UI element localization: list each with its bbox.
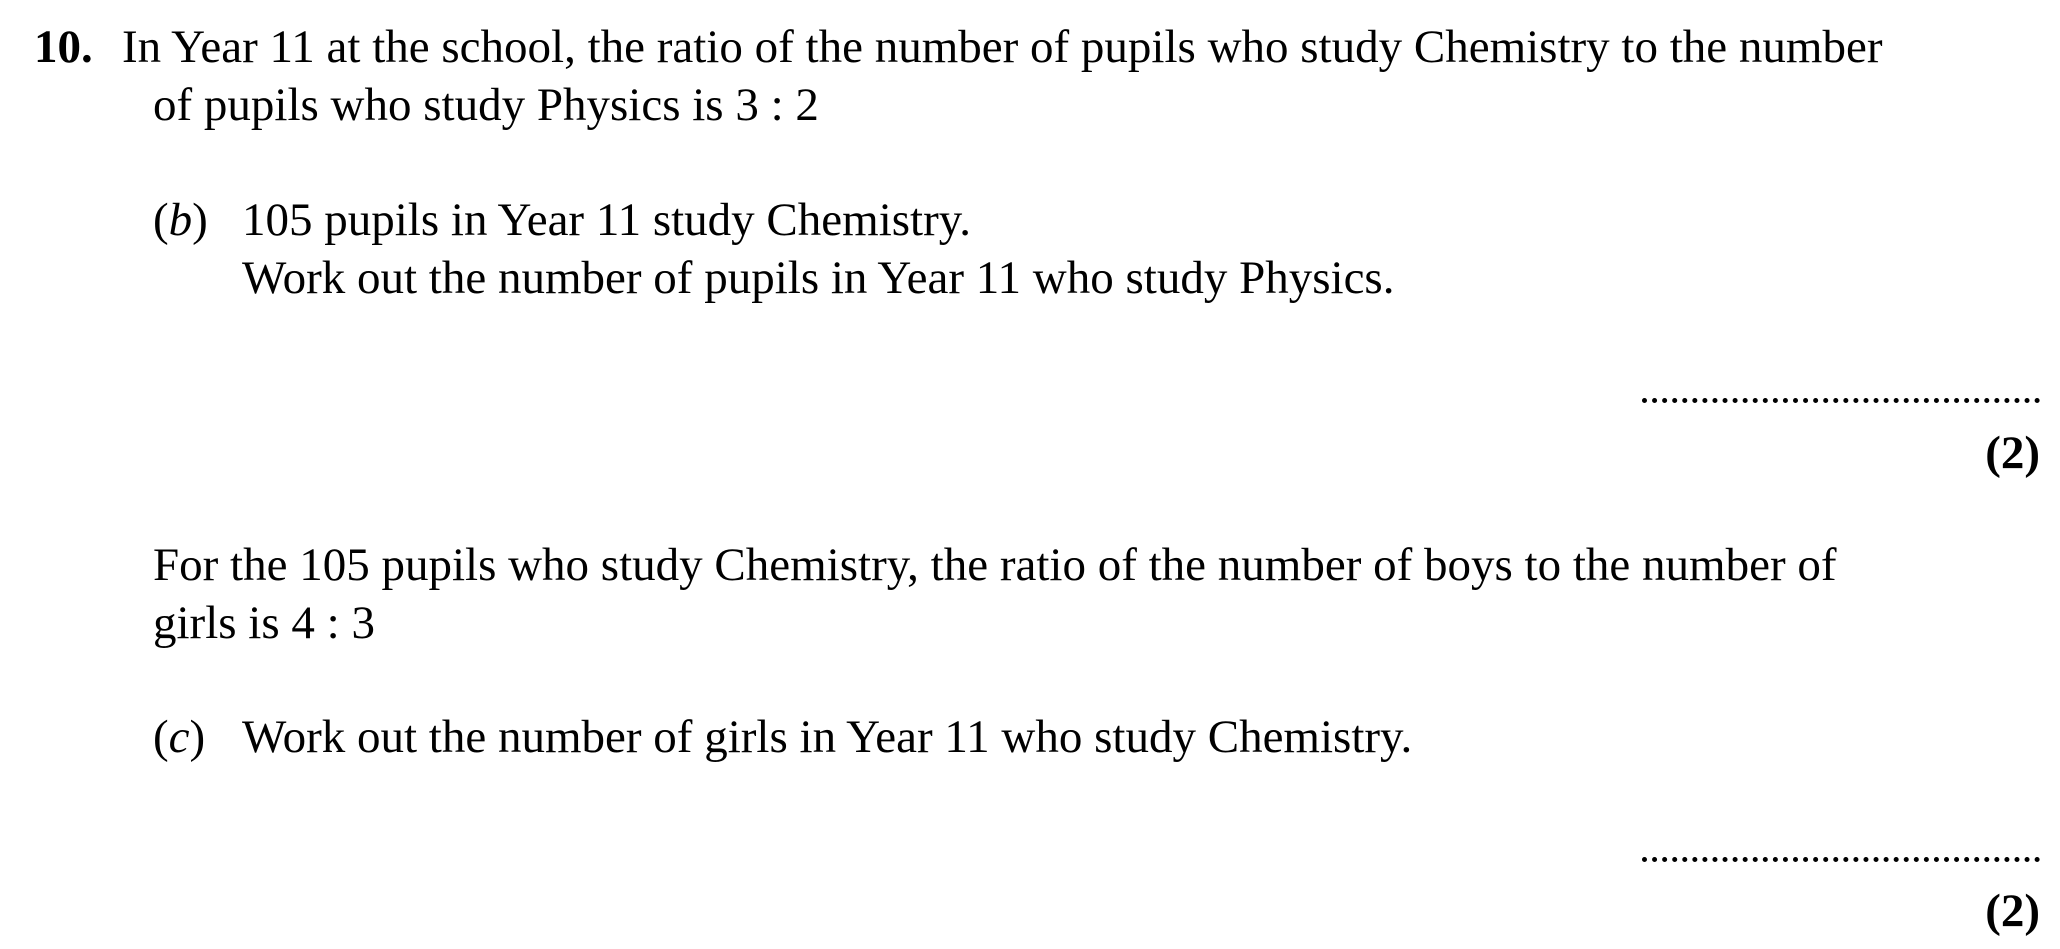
question-intro-line-1: In Year 11 at the school, the ratio of the number of pupils who study Chemistry to the number [122,21,1883,73]
question-number: 10. [34,21,93,73]
context-line-1: For the 105 pupils who study Chemistry, the ratio of the number of boys to the number of [153,539,1837,591]
part-b-label [153,191,208,249]
part-b-open-paren: ( [153,194,169,246]
context-line-2: girls is 4 : 3 [153,597,375,649]
part-c-label [153,708,205,766]
part-c-answer-line[interactable] [1642,857,2040,862]
part-b-letter: b [168,194,193,246]
part-c-letter: c [168,711,190,763]
part-c-close-paren: ) [189,711,206,763]
part-c-open-paren: ( [153,711,169,763]
part-c-line-1: Work out the number of girls in Year 11 who study Chemistry. [242,711,1413,763]
part-b-marks: (2) [1985,427,2040,479]
part-b-line-1: 105 pupils in Year 11 study Chemistry. [242,194,971,246]
part-c-marks: (2) [1985,885,2040,937]
part-b-close-paren: ) [192,194,208,246]
part-b-line-2: Work out the number of pupils in Year 11 who study Physics. [242,252,1395,304]
question-intro-line-2: of pupils who study Physics is 3 : 2 [153,79,819,131]
part-b-answer-line[interactable] [1642,398,2040,403]
